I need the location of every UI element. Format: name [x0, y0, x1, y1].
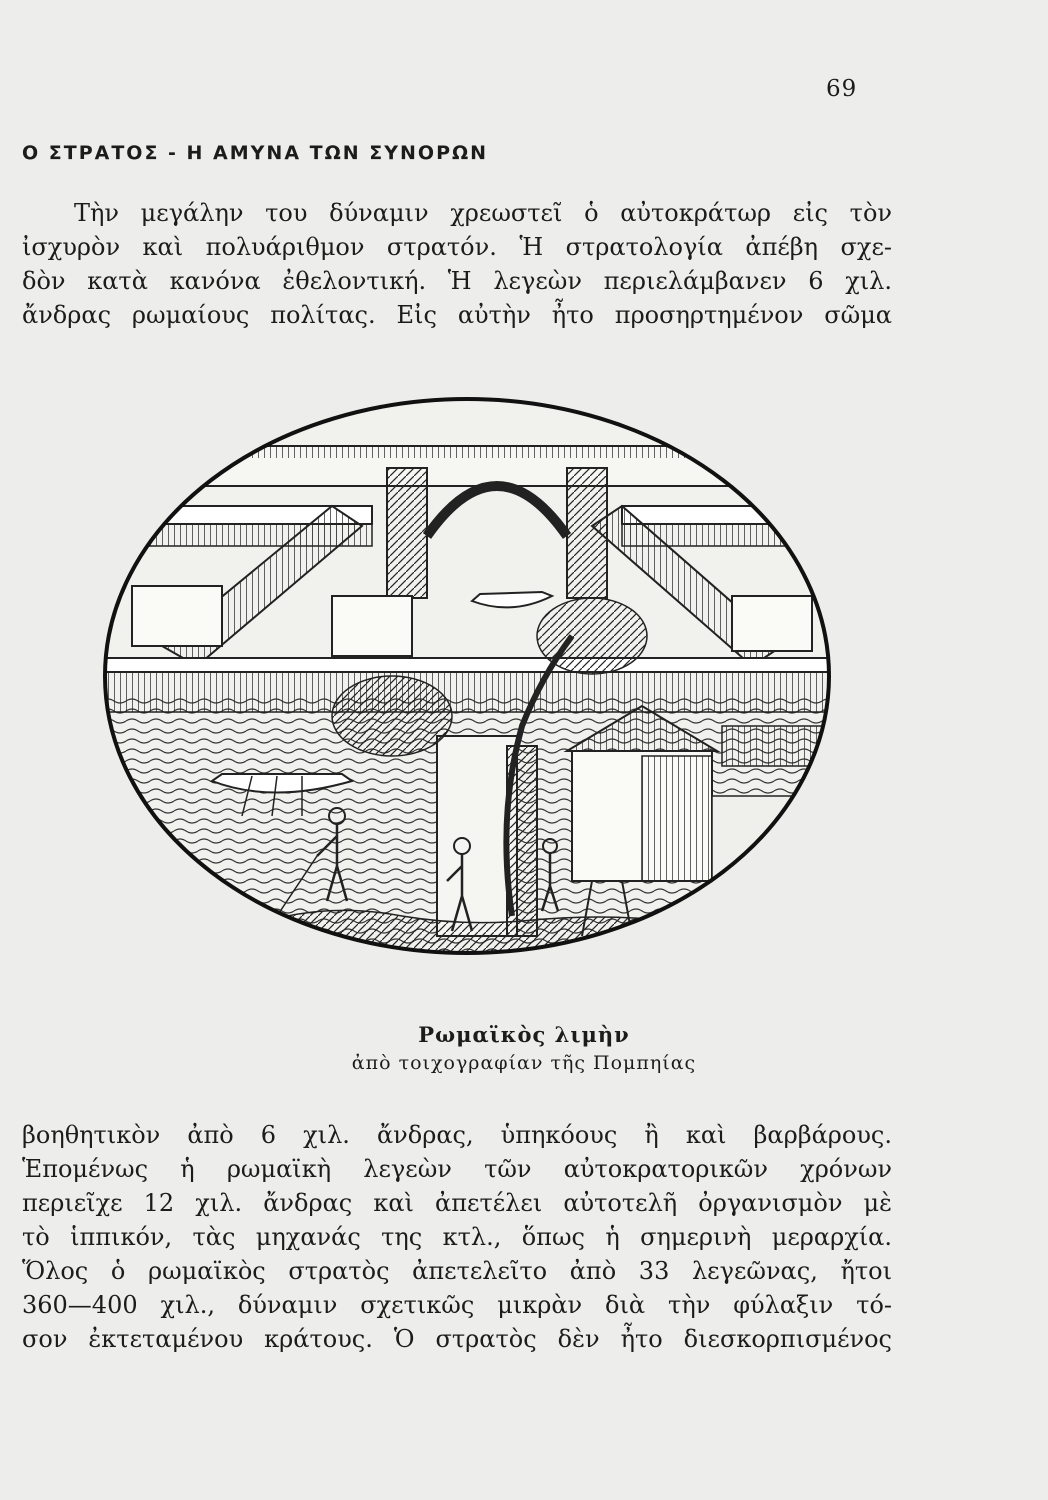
page-number: 69: [826, 76, 858, 102]
running-head: Ο ΣΤΡΑΤΟΣ - Η ΑΜΥΝΑ ΤΩΝ ΣΥΝΟΡΩΝ: [22, 142, 489, 164]
text-line: σον ἐκτεταμένου κράτους. Ὁ στρατὸς δὲν ἦτο διεσκορπισμένος: [22, 1325, 892, 1353]
text-line: ἄνδρας ρωμαίους πολίτας. Εἰς αὐτὴν ἦτο προσηρτημένον σῶμα: [22, 301, 892, 329]
text-line: περιεῖχε 12 χιλ. ἄνδρας καὶ ἀπετέλει αὐτοτελῆ ὀργανισμὸν μὲ: [22, 1189, 892, 1217]
text-line: Ἑπομένως ἡ ρωμαϊκὴ λεγεὼν τῶν αὐτοκρατορικῶν χρόνων: [22, 1155, 892, 1183]
text-line: Τὴν μεγάλην του δύναμιν χρεωστεῖ ὁ αὐτοκράτωρ εἰς τὸν: [74, 199, 892, 227]
paragraph-bottom: [22, 1118, 892, 1356]
text-line: βοηθητικὸν ἀπὸ 6 χιλ. ἄνδρας, ὑπηκόους ἢ καὶ βαρβάρους.: [22, 1121, 892, 1149]
harbor-illustration: [102, 396, 832, 956]
paragraph-top: [22, 196, 892, 332]
text-line: ἰσχυρὸν καὶ πολυάριθμον στρατόν. Ἡ στρατολογία ἀπέβη σχε-: [22, 233, 892, 261]
figure-caption-subtitle: ἀπὸ τοιχογραφίαν τῆς Πομπηίας: [351, 1052, 697, 1074]
text-line: τὸ ἱππικόν, τὰς μηχανάς της κτλ., ὅπως ἡ σημερινὴ μεραρχία.: [22, 1223, 892, 1251]
text-line: δὸν κατὰ κανόνα ἐθελοντική. Ἡ λεγεὼν περιελάμβανεν 6 χιλ.: [22, 267, 892, 295]
text-line: 360—400 χιλ., δύναμιν σχετικῶς μικρὰν διὰ τὴν φύλαξιν τό-: [22, 1291, 892, 1319]
text-line: Ὅλος ὁ ρωμαϊκὸς στρατὸς ἀπετελεῖτο ἀπὸ 33 λεγεῶνας, ἤτοι: [22, 1257, 892, 1285]
figure-caption-title: Ρωμαϊκὸς λιμὴν: [418, 1022, 630, 1047]
engraving-image: [102, 396, 832, 956]
